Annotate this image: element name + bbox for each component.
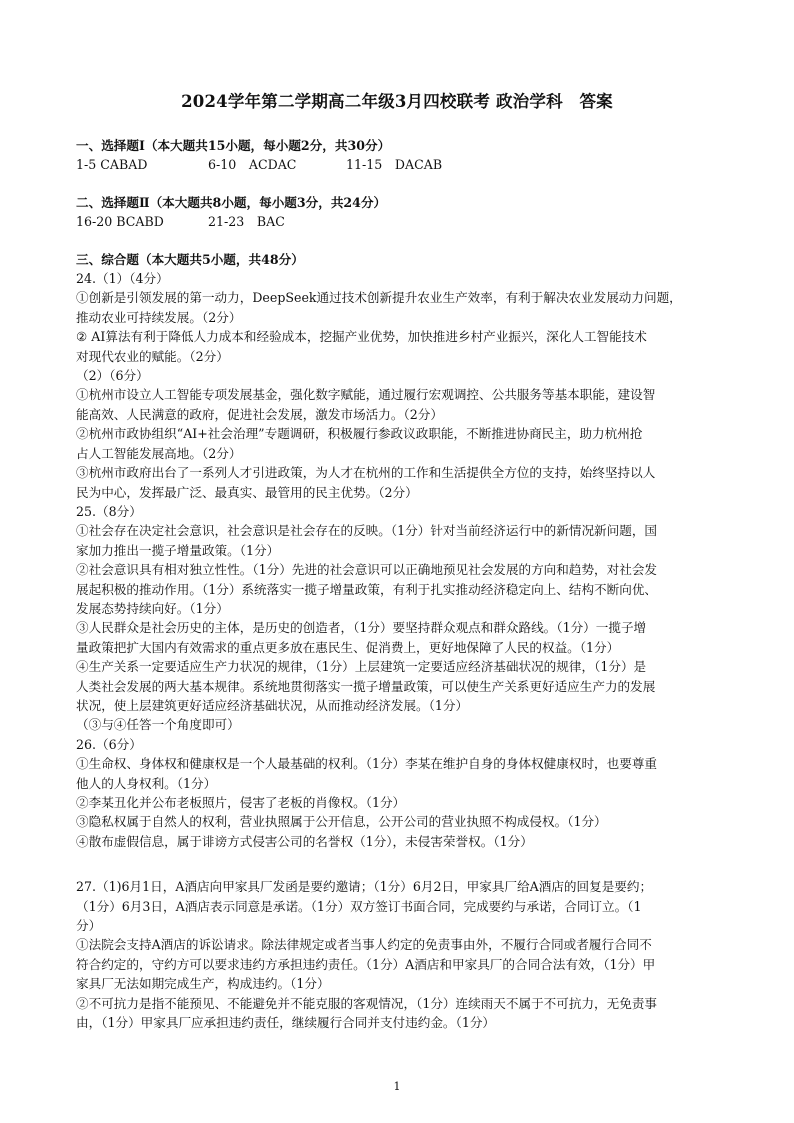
page-number: 1 bbox=[393, 1080, 401, 1093]
text-line: ④散布虚假信息，属于诽谤方式侵害公司的名誉权（1分），未侵害荣誉权。（1分） bbox=[76, 833, 533, 849]
text-line: 家具厂无法如期完成生产，构成违约。（1分） bbox=[76, 976, 330, 992]
text-line: 占人工智能发展高地。（2分） bbox=[76, 445, 242, 461]
text-line: 量政策把扩大国内有效需求的重点更多放在惠民生、促消费上，更好地保障了人民的权益。（1分） bbox=[76, 639, 620, 655]
text-line: 27.（1)6月1日，A酒店向甲家具厂发函是要约邀请；（1分）6月2日，甲家具厂给A酒店的回复是要约； bbox=[76, 879, 653, 895]
text-line: 民为中心，发挥最广泛、最真实、最管用的民主优势。（2分） bbox=[76, 484, 418, 500]
text-line: ①创新是引领发展的第一动力，DeepSeek通过技术创新提升农业生产效率，有利于解决农业发展动力问题， bbox=[76, 290, 682, 306]
answer-group: 1-5 CABAD bbox=[76, 157, 148, 173]
question-27 bbox=[76, 877, 722, 1032]
text-line: 对现代农业的赋能。（2分） bbox=[76, 348, 229, 364]
text-line: 推动农业可持续发展。（2分） bbox=[76, 309, 242, 325]
answer-group: 16-20 BCABD bbox=[76, 214, 164, 230]
text-line: ①杭州市设立人工智能专项发展基金，强化数字赋能，通过履行宏观调控、公共服务等基本职能，建设智 bbox=[76, 387, 656, 403]
section2-answers bbox=[76, 212, 722, 231]
text-line: 能高效、人民满意的政府，促进社会发展，激发市场活力。（2分） bbox=[76, 406, 443, 422]
text-line: ③隐私权属于自然人的权利，营业执照属于公开信息，公开公司的营业执照不构成侵权。（1分） bbox=[76, 814, 607, 830]
text-line: 发展态势持续向好。（1分） bbox=[76, 600, 229, 616]
text-line: 家加力推出一揽子增量政策。（1分） bbox=[76, 542, 280, 558]
section3-body bbox=[76, 269, 722, 851]
text-line: ①社会存在决定社会意识，社会意识是社会存在的反映。（1分）针对当前经济运行中的新情况新问题，国 bbox=[76, 523, 658, 539]
text-line: 人类社会发展的两大基本规律。系统地贯彻落实一揽子增量政策，可以使生产关系更好适应生产力的发展 bbox=[76, 678, 656, 694]
text-line: ②李某丑化并公布老板照片，侵害了老板的肖像权。（1分） bbox=[76, 795, 406, 810]
text-line: 由，（1分）甲家具厂应承担违约责任，继续履行合同并支付违约金。（1分） bbox=[76, 1015, 496, 1031]
text-line: （2）（6分） bbox=[76, 368, 149, 384]
text-line: ② AI算法有利于降低人力成本和经验成本，挖掘产业优势，加快推进乡村产业振兴，深化人工智能技术 bbox=[76, 329, 647, 345]
text-line: ②不可抗力是指不能预见、不能避免并不能克服的客观情况，（1分）连续雨天不属于不可抗力，无免责事 bbox=[76, 995, 658, 1011]
section2-heading: 二、选择题Ⅱ（本大题共8小题，每小题3分，共24分） bbox=[76, 194, 387, 210]
text-line: ③人民群众是社会历史的主体，是历史的创造者，（1分）要坚持群众观点和群众路线。（1分）一揽子增 bbox=[76, 620, 647, 636]
section1-answers bbox=[76, 155, 722, 174]
answer-content bbox=[76, 136, 722, 1032]
text-line: 他人的人身权利。（1分） bbox=[76, 775, 217, 791]
text-line: ③杭州市政府出台了一系列人才引进政策，为人才在杭州的工作和生活提供全方位的支持，始终坚持以人 bbox=[76, 465, 656, 481]
text-line: （1分）6月3日，A酒店表示同意是承诺。（1分）双方签订书面合同，完成要约与承诺，合同订立。（1 bbox=[76, 898, 642, 914]
text-line: （③与④任答一个角度即可） bbox=[76, 717, 240, 733]
text-line: 24.（1）（4分） bbox=[76, 271, 169, 287]
section1-heading: 一、选择题Ⅰ（本大题共15小题，每小题2分，共30分） bbox=[76, 138, 391, 153]
answer-group: 11-15 DACAB bbox=[346, 157, 443, 173]
text-line: ②社会意识具有相对独立性性。（1分）先进的社会意识可以正确地预见社会发展的方向和趋势，对社会发 bbox=[76, 562, 658, 578]
page-title: 2024学年第二学期高二年级3月四校联考 政治学科 答案 bbox=[181, 92, 613, 111]
text-line: ①法院会支持A酒店的诉讼请求。除法律规定或者当事人约定的免责事由外，不履行合同或者履行合同不 bbox=[76, 937, 652, 953]
text-line: 符合约定的，守约方可以要求违约方承担违约责任。（1分）A酒店和甲家具厂的合同合法有效，（1分）甲 bbox=[76, 956, 656, 972]
text-line: 状况，使上层建筑更好适应经济基础状况，从而推动经济发展。（1分） bbox=[76, 697, 469, 713]
text-line: ②杭州市政协组织“AI+社会治理”专题调研，积极履行参政议政职能，不断推进协商民主，助力杭州抢 bbox=[76, 426, 643, 442]
text-line: ④生产关系一定要适应生产力状况的规律，（1分）上层建筑一定要适应经济基础状况的规律，（1分）是 bbox=[76, 659, 647, 675]
text-line: 展起积极的推动作用。（1分）系统落实一揽子增量政策，有利于扎实推动经济稳定向上、结构不断向优、 bbox=[76, 581, 658, 597]
text-line: 分） bbox=[76, 918, 102, 934]
text-line: 25.（8分） bbox=[76, 503, 142, 519]
section3-heading: 三、综合题（本大题共5小题，共48分） bbox=[76, 251, 304, 267]
text-line: ①生命权、身体权和健康权是一个人最基础的权利。（1分）李某在维护自身的身体权健康权时，也要尊重 bbox=[76, 756, 658, 772]
answer-group: 6-10 ACDAC bbox=[208, 157, 297, 173]
answer-group: 21-23 BAC bbox=[208, 214, 285, 230]
text-line: 26.（6分） bbox=[76, 736, 142, 752]
